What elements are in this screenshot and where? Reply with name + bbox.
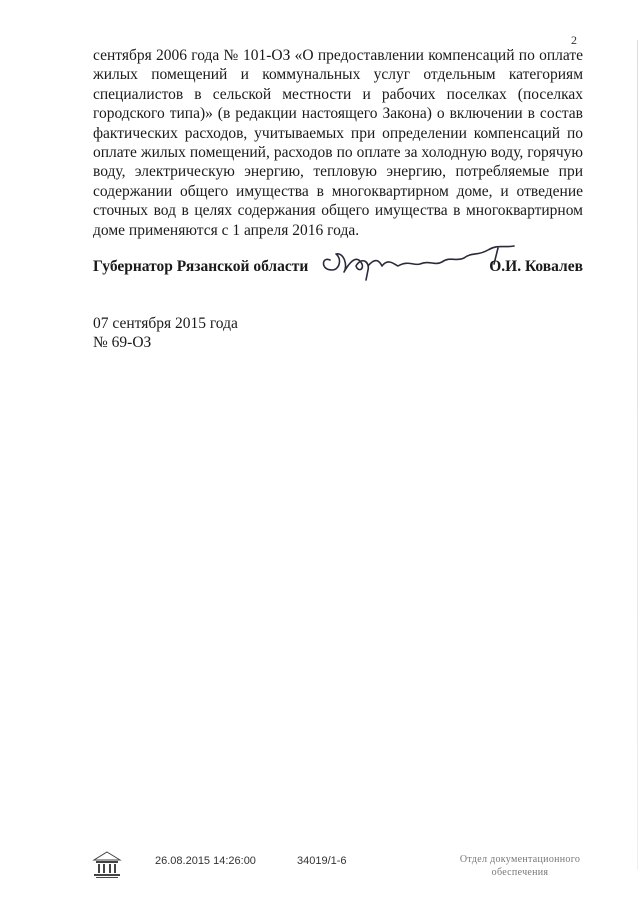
law-date: 07 сентября 2015 года bbox=[93, 315, 238, 332]
department-stamp-line-1: Отдел документационного bbox=[459, 854, 581, 865]
registration-timestamp: 26.08.2015 14:26:00 bbox=[155, 855, 256, 867]
government-building-logo-icon bbox=[90, 850, 124, 880]
department-stamp-line-2: обеспечения bbox=[491, 867, 549, 878]
registration-number: 34019/1-6 bbox=[297, 855, 347, 867]
department-stamp bbox=[440, 853, 600, 879]
signature-block bbox=[93, 242, 583, 282]
page-number: 2 bbox=[571, 33, 577, 47]
body-paragraph: сентября 2006 года № 101-ОЗ «О предоставлении компенсаций по оплате жилых помещений и коммунальных услуг отдельным категориям специалистов в сельской местности и рабочих поселках (поселках городского типа)» (в редакции настоящего Закона) о включении в состав фактических расходов, учитываемых при определении компенсаций по оплате жилых помещений, расходов по оплате за холодную воду, горячую воду, электрическую энергию, тепловую энергию, потребляемые при содержании общего имущества в многоквартирном доме, и отведение сточных вод в целях содержания общего имущества в многоквартирном доме применяются с 1 апреля 2016 года. bbox=[93, 47, 583, 239]
law-number: № 69-ОЗ bbox=[93, 334, 152, 351]
scan-edge-line bbox=[637, 40, 638, 870]
signer-name: О.И. Ковалев bbox=[489, 258, 583, 275]
signer-title: Губернатор Рязанской области bbox=[93, 258, 309, 275]
